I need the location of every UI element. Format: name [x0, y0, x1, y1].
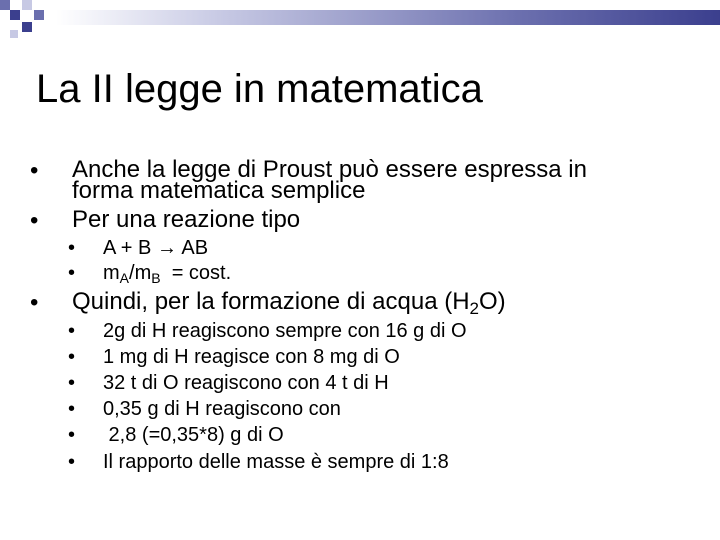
- subscript-2: 2: [469, 299, 480, 318]
- mass-ratio: [103, 262, 231, 284]
- sub-bullet-marker: •: [68, 237, 76, 259]
- bullet3-pre: Quindi, per la formazione di acqua (H: [72, 288, 470, 315]
- decor-square: [22, 0, 32, 10]
- ratio-rest: = cost.: [160, 262, 232, 284]
- decor-square: [10, 30, 18, 38]
- sub-bullet-marker: •: [68, 451, 76, 473]
- product: AB: [181, 237, 209, 259]
- arrow-icon: →: [156, 237, 177, 259]
- subscript-b: B: [151, 270, 161, 286]
- bullet1-line1: Anche la legge di Proust può essere espressa in: [72, 156, 587, 183]
- list-item: 2,8 (=0,35*8) g di O: [103, 424, 284, 446]
- header-gradient-bar: [56, 10, 720, 25]
- list-item: Il rapporto delle masse è sempre di 1:8: [103, 451, 449, 473]
- bullet1-line2: forma matematica semplice: [72, 177, 366, 204]
- slide-title: La II legge in matematica: [36, 67, 483, 111]
- bullet2-text: Per una reazione tipo: [72, 206, 301, 233]
- header-decoration: [0, 0, 720, 40]
- reactants: A + B: [103, 237, 152, 259]
- sub-bullet-marker: •: [68, 320, 76, 342]
- sub-bullet-marker: •: [68, 424, 76, 446]
- bullet3-post: O): [479, 288, 506, 315]
- sub-bullet-marker: •: [68, 346, 76, 368]
- reaction-equation: [103, 237, 208, 259]
- sub-bullet-marker: •: [68, 372, 76, 394]
- sub-bullet-marker: •: [68, 398, 76, 420]
- mass-symbol: m: [103, 262, 120, 284]
- list-item: 32 t di O reagiscono con 4 t di H: [103, 372, 389, 394]
- subscript-a: A: [119, 270, 130, 286]
- decor-square: [34, 10, 44, 20]
- bullet-marker: •: [30, 157, 39, 184]
- bullet3-text: [72, 288, 506, 318]
- decor-square: [22, 22, 32, 32]
- bullet-marker: •: [30, 289, 39, 316]
- bullet-marker: •: [30, 207, 39, 234]
- list-item: 1 mg di H reagisce con 8 mg di O: [103, 346, 400, 368]
- list-item: 2g di H reagiscono sempre con 16 g di O: [103, 320, 467, 342]
- list-item: 0,35 g di H reagiscono con: [103, 398, 341, 420]
- mass-slash: /m: [129, 262, 152, 284]
- decor-square: [10, 10, 20, 20]
- decor-square: [0, 0, 10, 10]
- sub-bullet-marker: •: [68, 262, 76, 284]
